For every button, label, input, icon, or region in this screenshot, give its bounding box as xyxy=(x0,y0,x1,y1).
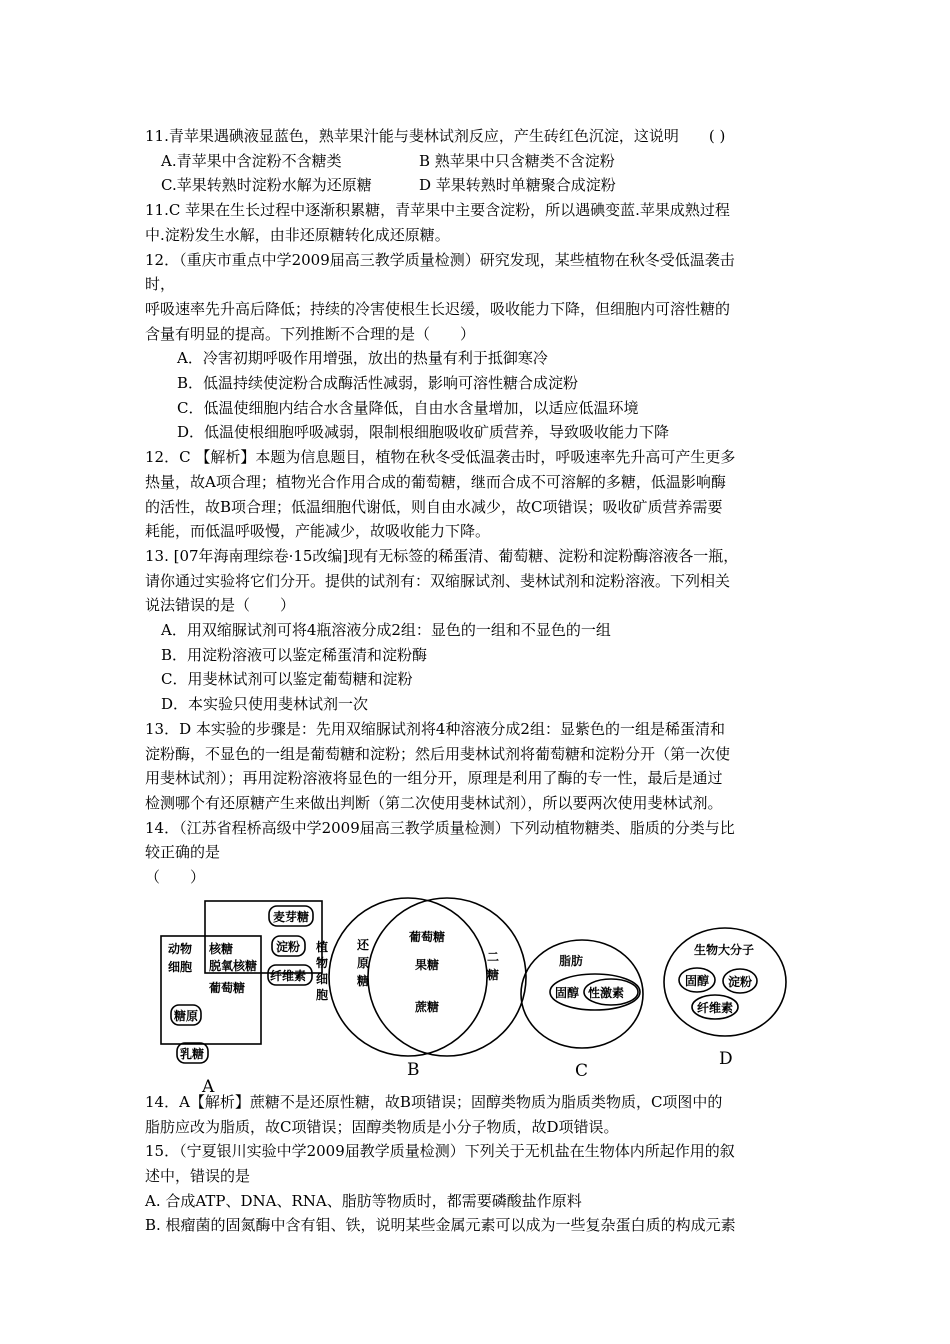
q12-answer-line: 热量，故A项合理；植物光合作用合成的葡萄糖，继而合成不可溶解的多糖，低温影响酶 xyxy=(145,472,726,491)
figB-left-text: 还 xyxy=(357,937,370,952)
figD-starch-text: 淀粉 xyxy=(728,974,753,989)
q14-answer-line: 脂肪应改为脂质，故C项错误；固醇类物质是小分子物质，故D项错误。 xyxy=(145,1117,619,1136)
figC-label: C xyxy=(575,1060,589,1081)
q13-option-b: B．用淀粉溶液可以鉴定稀蛋清和淀粉酶 xyxy=(161,645,428,664)
q11-answer-line: 11.C 苹果在生长过程中逐渐积累糖，青苹果中主要含淀粉，所以遇碘变蓝.苹果成熟过程 xyxy=(145,201,730,220)
figD-cellulose-text: 纤维素 xyxy=(697,1000,734,1015)
q13-stem: 说法错误的是（ ） xyxy=(145,596,296,615)
q11-options-row2 xyxy=(145,173,810,198)
figA-shared-text: 核糖 xyxy=(209,941,234,956)
figB-right-text: 糖 xyxy=(487,967,500,982)
q11-stem: 11.青苹果遇碘液显蓝色，熟苹果汁能与斐林试剂反应，产生砖红色沉淀，这说明 ( ) xyxy=(145,127,726,145)
q12-stem: 时， xyxy=(145,275,176,294)
q13-stem: 请你通过实验将它们分开。提供的试剂有：双缩脲试剂、斐林试剂和淀粉溶液。下列相关 xyxy=(145,571,731,590)
q11-answer-line: 中.淀粉发生水解，由非还原糖转化成还原糖。 xyxy=(145,225,450,244)
q14-stem: （ ） xyxy=(145,868,206,887)
figA-starch-text: 淀粉 xyxy=(276,939,301,954)
figA-animal-text: 动物 xyxy=(168,941,193,956)
q12-option-c: C．低温使细胞内结合水含量降低，自由水含量增加，以适应低温环境 xyxy=(177,398,639,417)
figB-right-text: 二 xyxy=(487,949,500,964)
q11-option-d: D 苹果转熟时单糖聚合成淀粉 xyxy=(419,176,616,195)
q13-answer-line: 检测哪个有还原糖产生来做出判断（第二次使用斐林试剂），所以要两次使用斐林试剂。 xyxy=(145,793,723,812)
q14-figure-diagrams xyxy=(145,890,810,1097)
q11-option-b: B 熟苹果中只含糖类不含淀粉 xyxy=(419,151,615,170)
figC-outer-text: 脂肪 xyxy=(559,953,584,968)
figD-label: D xyxy=(719,1048,733,1069)
q11-option-a: A.青苹果中含淀粉不含糖类 xyxy=(161,151,342,170)
figA-animal-text: 细胞 xyxy=(168,959,193,974)
figA-shared-text: 脱氧核糖 xyxy=(209,958,258,973)
figA-glycogen-text: 糖原 xyxy=(174,1008,199,1023)
figC-hormone-text: 性激素 xyxy=(588,985,625,1000)
figA-plant-text: 物 xyxy=(316,955,329,970)
figB-left-text: 原 xyxy=(357,955,370,970)
q14-diagrams-svg xyxy=(145,824,810,1099)
figB-left-circle xyxy=(329,898,487,1056)
figA-plant-text: 细 xyxy=(316,971,329,986)
q12-answer-line: 的活性，故B项合理；低温细胞代谢低，则自由水减少，故C项错误；吸收矿质营养需要 xyxy=(145,497,723,516)
q14-answer-line: 14．A【解析】蔗糖不是还原性糖，故B项错误；固醇类物质为脂质类物质，C项图中的 xyxy=(145,1092,723,1111)
q13-option-a: A．用双缩脲试剂可将4瓶溶液分成2组：显色的一组和不显色的一组 xyxy=(161,621,611,640)
q13-answer-line: 淀粉酶，不显色的一组是葡萄糖和淀粉；然后用斐林试剂将葡萄糖和淀粉分开（第一次使 xyxy=(145,744,731,763)
figB-fructose-text: 果糖 xyxy=(415,957,440,972)
q12-stem: 呼吸速率先升高后降低；持续的冷害使根生长迟缓，吸收能力下降，但细胞内可溶性糖的 xyxy=(145,299,731,318)
q13-option-c: C．用斐林试剂可以鉴定葡萄糖和淀粉 xyxy=(161,670,413,689)
q14-stem: 14．（江苏省程桥高级中学2009届高三教学质量检测）下列动植物糖类、脂质的分类与比 xyxy=(145,818,735,837)
q13-option-d: D．本实验只使用斐林试剂一次 xyxy=(161,695,369,714)
figA-cellulose-text: 纤维素 xyxy=(270,968,307,983)
figA-maltose-text: 麦芽糖 xyxy=(273,909,310,924)
figA-label: A xyxy=(202,1076,215,1097)
q15-stem: 15．（宁夏银川实验中学2009届教学质量检测）下列关于无机盐在生物体内所起作用的叙 xyxy=(145,1142,735,1161)
document-page xyxy=(145,124,810,1238)
q15-stem: 述中，错误的是 xyxy=(145,1166,251,1185)
q12-option-b: B．低温持续使淀粉合成酶活性减弱，影响可溶性糖合成淀粉 xyxy=(177,374,579,393)
q15-option-b: B. 根瘤菌的固氮酶中含有钼、铁，说明某些金属元素可以成为一些复杂蛋白质的构成元素 xyxy=(145,1216,736,1235)
q11-option-c: C.苹果转熟时淀粉水解为还原糖 xyxy=(161,176,372,195)
figD-cholesterol-text: 固醇 xyxy=(685,973,710,988)
figA-shared-text: 葡萄糖 xyxy=(209,980,246,995)
q12-answer-line: 耗能，而低温呼吸慢，产能减少，故吸收能力下降。 xyxy=(145,522,491,541)
q14-stem: 较正确的是 xyxy=(145,843,221,862)
figA-plant-text: 胞 xyxy=(316,987,329,1002)
q12-option-d: D．低温使根细胞呼吸减弱，限制根细胞吸收矿质营养，导致吸收能力下降 xyxy=(177,423,670,442)
q13-answer-line: 13．D 本实验的步骤是：先用双缩脲试剂将4种溶液分成2组：显紫色的一组是稀蛋清和 xyxy=(145,719,725,738)
figA-plant-text: 植 xyxy=(316,939,329,954)
q12-stem: 12．（重庆市重点中学2009届高三教学质量检测）研究发现，某些植物在秋冬受低温袭击 xyxy=(145,250,735,269)
q11-options-row1 xyxy=(145,149,810,174)
figA-lactose-text: 乳糖 xyxy=(180,1046,205,1061)
q12-stem: 含量有明显的提高。下列推断不合理的是（ ） xyxy=(145,324,476,343)
q15-option-a: A. 合成ATP、DNA、RNA、脂肪等物质时，都需要磷酸盐作原料 xyxy=(145,1191,582,1210)
figB-sucrose-text: 蔗糖 xyxy=(415,999,440,1014)
figC-cholesterol-text: 固醇 xyxy=(555,985,580,1000)
q12-option-a: A．冷害初期呼吸作用增强，放出的热量有利于抵御寒冷 xyxy=(177,349,548,368)
q13-answer-line: 用斐林试剂）；再用淀粉溶液将显色的一组分开，原理是利用了酶的专一性，最后是通过 xyxy=(145,769,723,788)
figB-left-text: 糖 xyxy=(357,973,370,988)
figB-right-circle xyxy=(368,898,526,1056)
figB-label: B xyxy=(407,1059,420,1080)
q13-stem: 13. [07年海南理综卷·15改编]现有无标签的稀蛋清、葡萄糖、淀粉和淀粉酶溶液各一瓶， xyxy=(145,546,739,565)
figB-glucose-text: 葡萄糖 xyxy=(409,929,446,944)
figD-outer-text: 生物大分子 xyxy=(694,942,755,957)
q12-answer-line: 12．C 【解析】本题为信息题目，植物在秋冬受低温袭击时，呼吸速率先升高可产生更多 xyxy=(145,448,736,467)
